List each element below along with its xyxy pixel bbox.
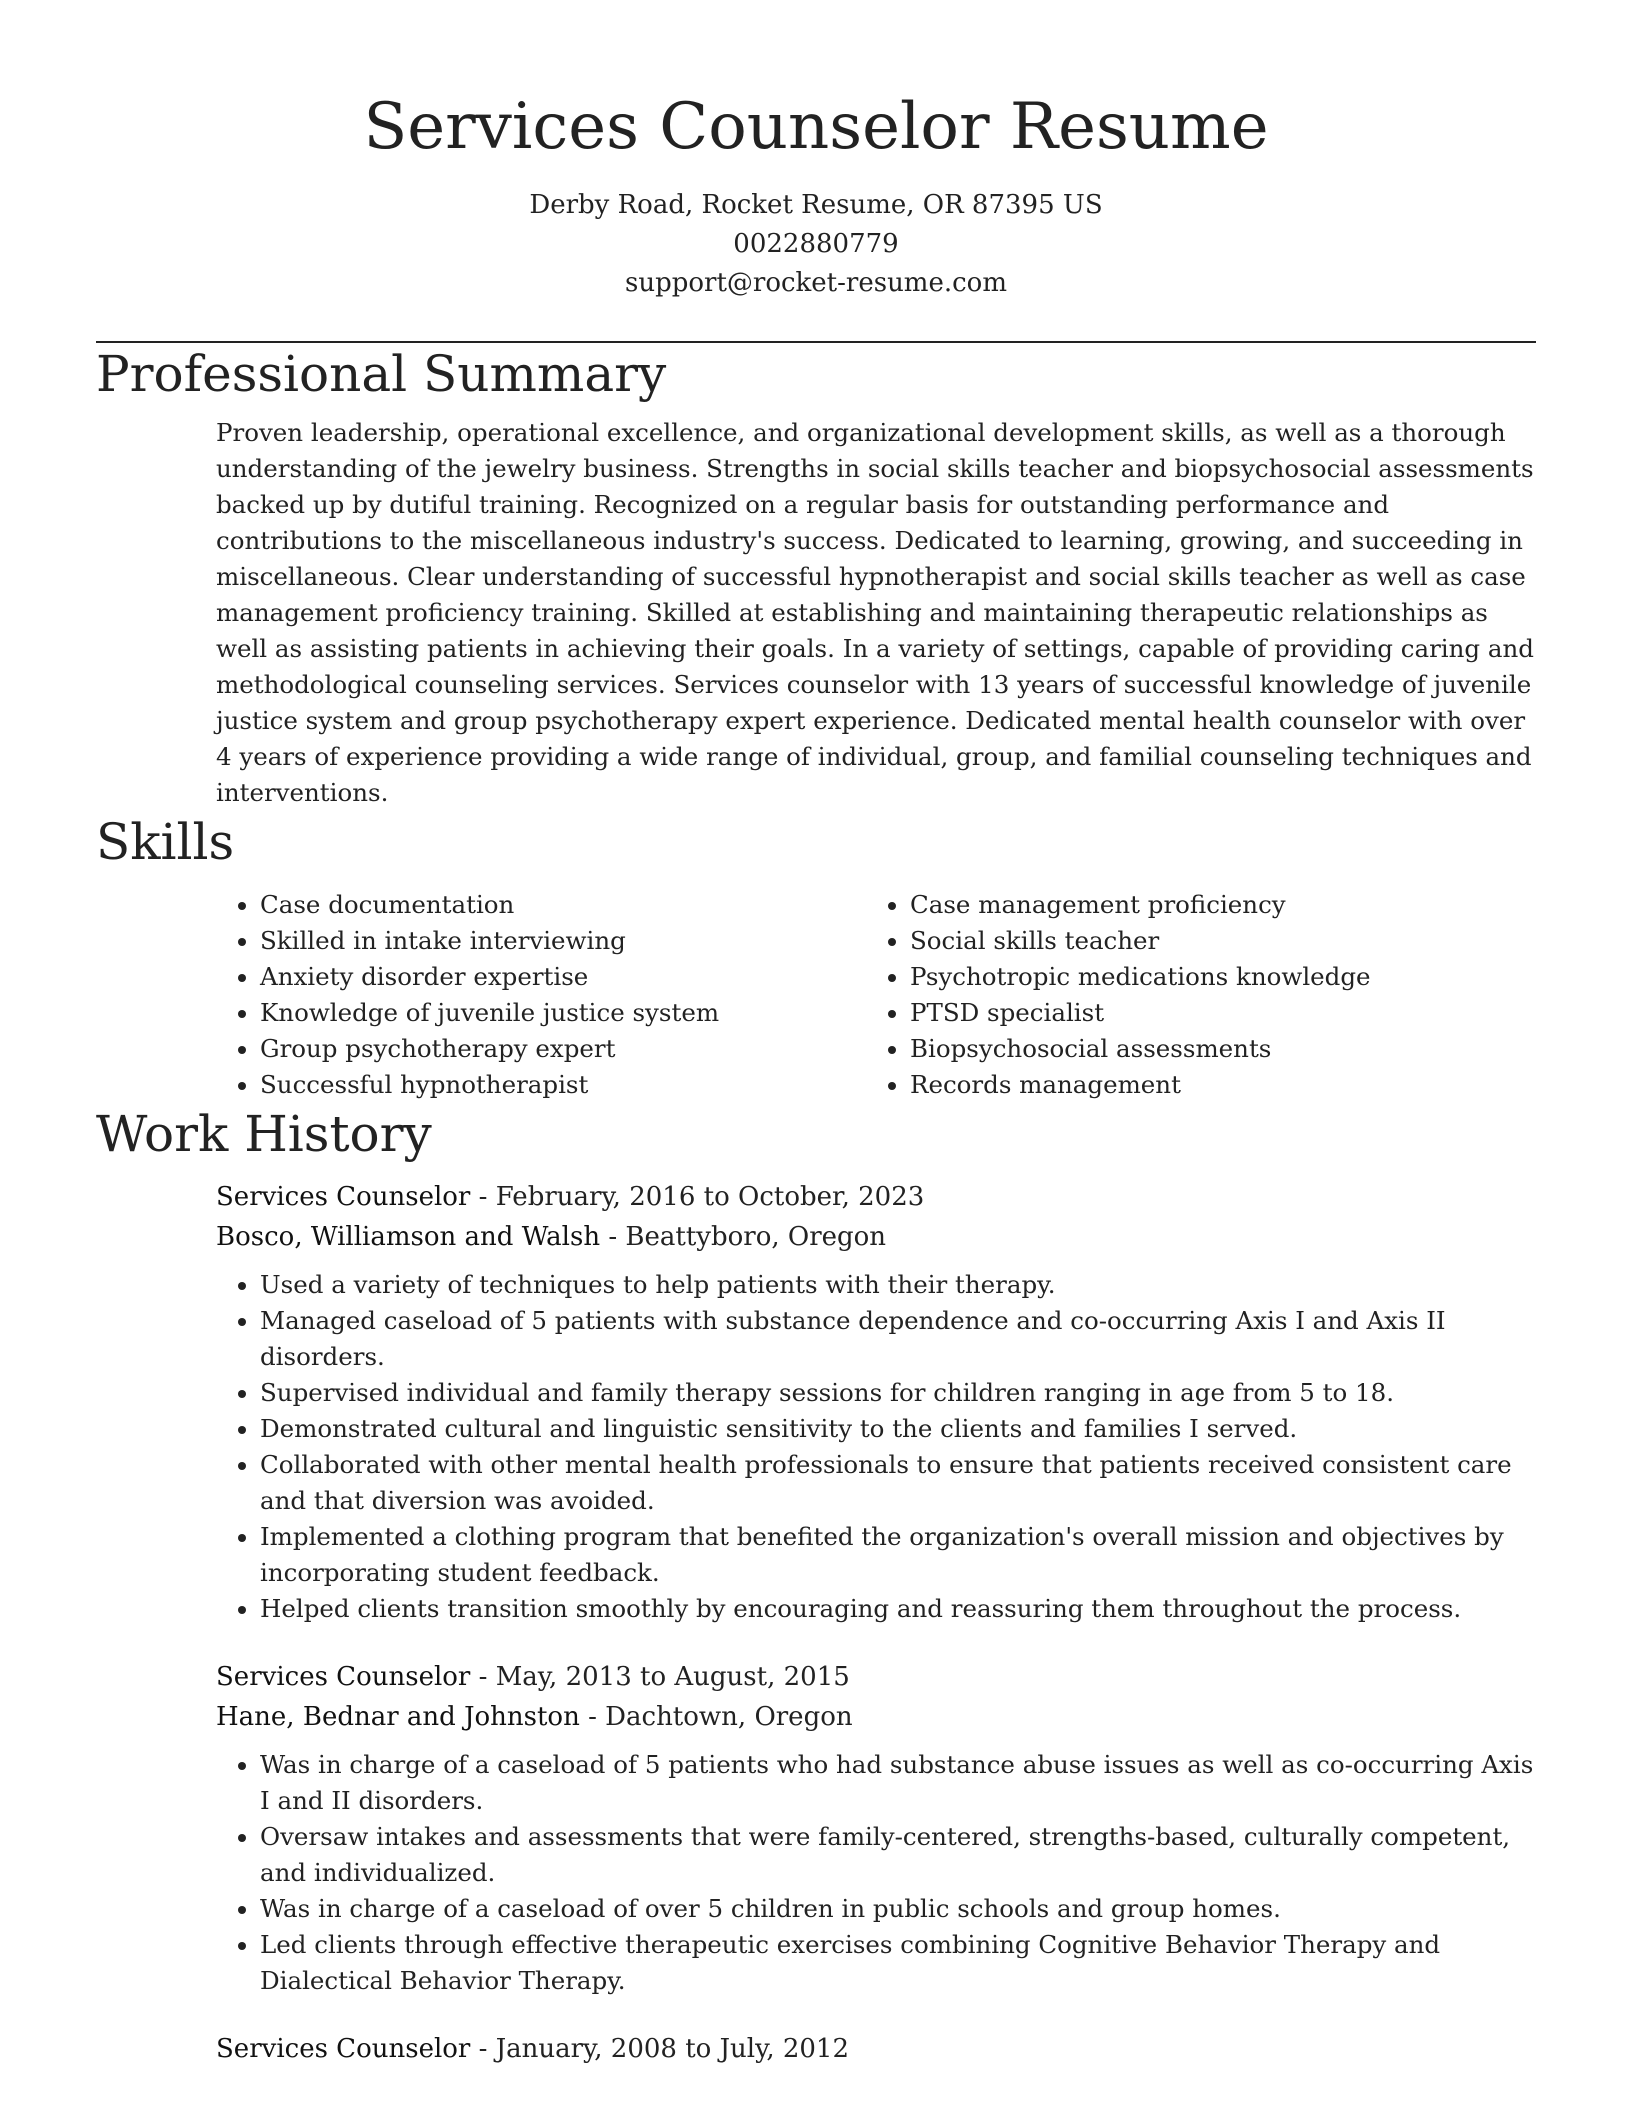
section-heading-skills: Skills xyxy=(96,813,235,871)
job-bullet: • Implemented a clothing program that benefited the organization's overall mission and objectives by incorporating student feedback. xyxy=(260,1519,1536,1591)
skill-item: • PTSD specialist xyxy=(910,995,1530,1031)
job-bullet: • Used a variety of techniques to help patients with their therapy. xyxy=(260,1267,1536,1303)
job-title-line xyxy=(216,1657,1536,1697)
job-entry xyxy=(216,1657,1536,1999)
skill-item: • Knowledge of juvenile justice system xyxy=(260,995,866,1031)
skill-item: • Successful hypnotherapist xyxy=(260,1067,866,1103)
job-bullet: • Led clients through effective therapeutic exercises combining Cognitive Behavior Therapy and Dialectical Behavior Therapy. xyxy=(260,1927,1536,1999)
resume-title: Services Counselor Resume xyxy=(363,90,1269,164)
skill-item: • Social skills teacher xyxy=(910,923,1530,959)
job-title-line xyxy=(216,1177,1536,1217)
skills-column-left xyxy=(216,887,866,1103)
job-entry xyxy=(216,2029,1536,2069)
job-company-line xyxy=(216,1697,1536,1737)
job-title-line xyxy=(216,2029,1536,2069)
skill-item: • Case management proficiency xyxy=(910,887,1530,923)
job-dates: January, 2008 to July, 2012 xyxy=(495,2034,850,2064)
skill-item: • Records management xyxy=(910,1067,1530,1103)
section-heading-work-history: Work History xyxy=(96,1105,432,1163)
skills-list xyxy=(216,887,1536,1103)
job-location: Beattyboro, Oregon xyxy=(625,1222,887,1252)
job-location: Dachtown, Oregon xyxy=(605,1702,853,1732)
job-dates: May, 2013 to August, 2015 xyxy=(495,1662,850,1692)
skill-item: • Case documentation xyxy=(260,887,866,923)
contact-block xyxy=(96,186,1536,303)
skill-item: • Psychotropic medications knowledge xyxy=(910,959,1530,995)
job-title: Services Counselor xyxy=(216,2034,471,2064)
job-bullets xyxy=(216,1267,1536,1627)
job-company: Hane, Bednar and Johnston xyxy=(216,1702,580,1732)
summary-text: Proven leadership, operational excellence, and organizational development skills, as well as a thorough understanding of the jewelry business. Strengths in social skills teacher and biopsychosocial assessments backed up by dutiful training. Recognized on a regular basis for outstanding performance and contributions to the miscellaneous industry's success. Dedicated to learning, growing, and succeeding in miscellaneous. Clear understanding of successful hypnotherapist and social skills teacher as well as case management proficiency training. Skilled at establishing and maintaining therapeutic relationships as well as assisting patients in achieving their goals. In a variety of settings, capable of providing caring and methodological counseling services. Services counselor with 13 years of successful knowledge of juvenile justice system and group psychotherapy expert experience. Dedicated mental health counselor with over 4 years of experience providing a wide range of individual, group, and familial counseling techniques and interventions. xyxy=(216,418,1534,807)
job-dates: February, 2016 to October, 2023 xyxy=(495,1182,925,1212)
section-heading-summary: Professional Summary xyxy=(96,345,667,403)
job-bullet: • Supervised individual and family therapy sessions for children ranging in age from 5 to 18. xyxy=(260,1375,1536,1411)
email: support@rocket-resume.com xyxy=(624,268,1007,298)
job-bullet: • Was in charge of a caseload of 5 patients who had substance abuse issues as well as co-occurring Axis I and II disorders. xyxy=(260,1747,1536,1819)
address: Derby Road, Rocket Resume, OR 87395 US xyxy=(529,190,1103,220)
separator: - xyxy=(470,1662,496,1692)
skill-item: • Biopsychosocial assessments xyxy=(910,1031,1530,1067)
skill-item: • Skilled in intake interviewing xyxy=(260,923,866,959)
skill-item: • Group psychotherapy expert xyxy=(260,1031,866,1067)
separator: - xyxy=(470,1182,496,1212)
resume-page xyxy=(96,0,1536,2069)
job-company-line xyxy=(216,1217,1536,1257)
separator: - xyxy=(579,1702,606,1732)
job-bullet: • Helped clients transition smoothly by encouraging and reassuring them throughout the process. xyxy=(260,1591,1536,1627)
job-bullets xyxy=(216,1747,1536,1999)
job-title: Services Counselor xyxy=(216,1662,471,1692)
job-bullet: • Collaborated with other mental health professionals to ensure that patients received consistent care and that diversion was avoided. xyxy=(260,1447,1536,1519)
job-bullet: • Demonstrated cultural and linguistic sensitivity to the clients and families I served. xyxy=(260,1411,1536,1447)
job-company: Bosco, Williamson and Walsh xyxy=(216,1222,601,1252)
job-entry xyxy=(216,1177,1536,1627)
skill-item: • Anxiety disorder expertise xyxy=(260,959,866,995)
separator: - xyxy=(470,2034,496,2064)
job-bullet: • Oversaw intakes and assessments that were family-centered, strengths-based, culturally competent, and individualized. xyxy=(260,1819,1536,1891)
job-bullet: • Managed caseload of 5 patients with substance dependence and co-occurring Axis I and Axis II disorders. xyxy=(260,1303,1536,1375)
skills-column-right xyxy=(866,887,1530,1103)
job-bullet: • Was in charge of a caseload of over 5 children in public schools and group homes. xyxy=(260,1891,1536,1927)
phone: 0022880779 xyxy=(733,229,899,259)
separator: - xyxy=(600,1222,626,1252)
job-title: Services Counselor xyxy=(216,1182,471,1212)
